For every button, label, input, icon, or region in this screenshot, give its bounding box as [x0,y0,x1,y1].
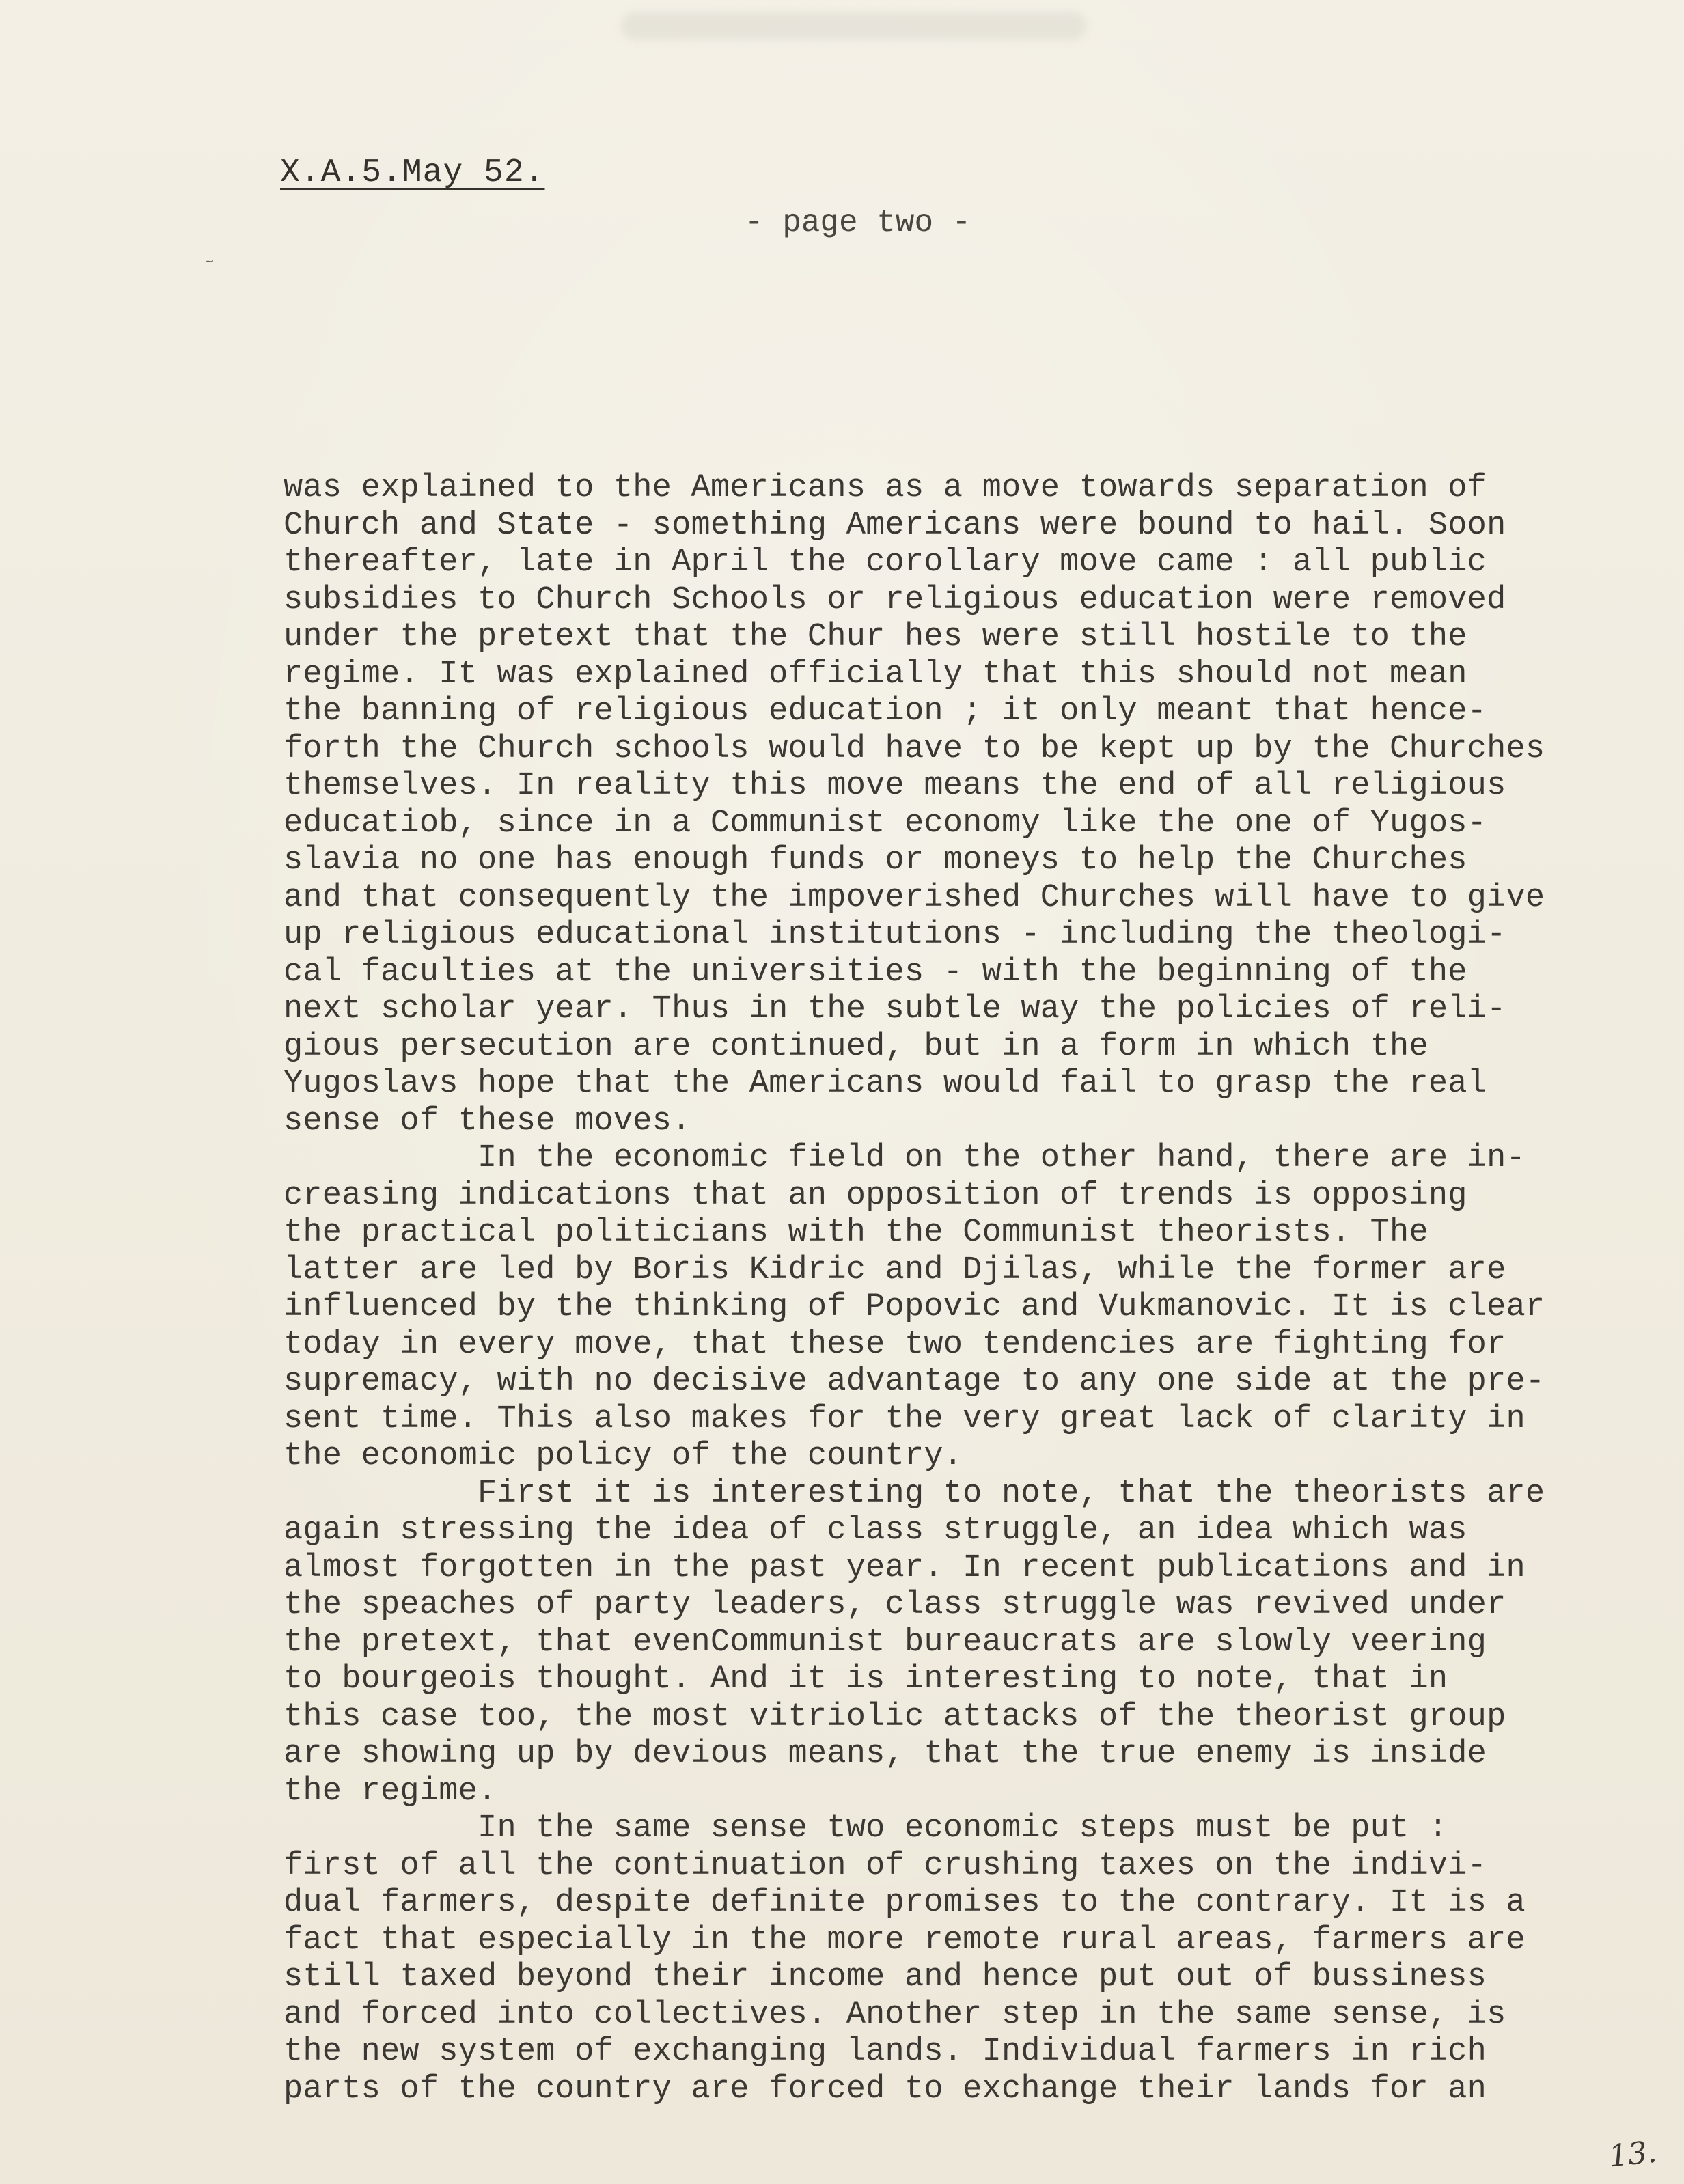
text-line: under the pretext that the Chur hes were still hostile to the [284,619,1467,655]
show-through-blot [622,12,1086,40]
text-line: sent time. This also makes for the very great lack of clarity in [284,1400,1526,1437]
stray-pencil-mark: ~ [204,253,215,272]
text-line: this case too, the most vitriolic attacks of the theorist group [284,1698,1506,1735]
text-line: the new system of exchanging lands. Individual farmers in rich [284,2034,1487,2070]
text-line: again stressing the idea of class struggle, an idea which was [284,1512,1467,1549]
text-line: the practical politicians with the Communist theorists. The [284,1215,1428,1251]
text-line: fact that especially in the more remote rural areas, farmers are [284,1922,1526,1959]
text-line: almost forgotten in the past year. In recent publications and in [284,1549,1526,1586]
text-line: next scholar year. Thus in the subtle way the policies of reli- [284,991,1506,1027]
text-line: sense of these moves. [284,1103,691,1139]
text-line: cal faculties at the universities - with the beginning of the [284,954,1467,991]
text-line: and forced into collectives. Another step in the same sense, is [284,1996,1506,2033]
text-line: to bourgeois thought. And it is interesting to note, that in [284,1661,1448,1698]
text-line: themselves. In reality this move means the end of all religious [284,768,1506,804]
text-line: First it is interesting to note, that the theorists are [284,1475,1545,1512]
text-line: and that consequently the impoverished Churches will have to give [284,879,1545,916]
document-reference: X.A.5.May 52. [280,154,545,191]
text-line: gious persecution are continued, but in a form in which the [284,1028,1428,1065]
body-text [284,470,1609,2108]
text-line: Church and State - something Americans were bound to hail. Soon [284,507,1506,544]
text-line: latter are led by Boris Kidric and Djilas, while the former are [284,1252,1506,1288]
text-line: up religious educational institutions - including the theologi- [284,917,1506,953]
text-line: dual farmers, despite definite promises to the contrary. It is a [284,1885,1526,1921]
folio-number: 13. [1607,2134,1659,2174]
text-line: Yugoslavs hope that the Americans would fail to grasp the real [284,1066,1487,1102]
text-line: supremacy, with no decisive advantage to any one side at the pre- [284,1364,1545,1400]
text-line: educatiob, since in a Communist economy like the one of Yugos- [284,805,1487,842]
text-line: regime. It was explained officially that this should not mean [284,656,1467,693]
text-line: forth the Church schools would have to be kept up by the Churches [284,730,1545,767]
text-line: influenced by the thinking of Popovic and Vukmanovic. It is clear [284,1289,1545,1325]
text-line: thereafter, late in April the corollary move came : all public [284,544,1487,581]
text-line: parts of the country are forced to exchange their lands for an [284,2071,1487,2107]
text-line: the speaches of party leaders, class struggle was revived under [284,1587,1506,1623]
text-line: still taxed beyond their income and hence put out of bussiness [284,1959,1487,1995]
text-line: creasing indications that an opposition of trends is opposing [284,1177,1467,1214]
text-line: the pretext, that evenCommunist bureaucrats are slowly veering [284,1624,1487,1661]
text-line: today in every move, that these two tendencies are fighting for [284,1326,1506,1363]
text-line: are showing up by devious means, that the true enemy is inside [284,1736,1487,1772]
text-line: the banning of religious education ; it only meant that hence- [284,693,1487,730]
text-line: In the economic field on the other hand, there are in- [284,1140,1526,1176]
text-line: the regime. [284,1773,497,1810]
page-label: - page two - [745,205,971,240]
text-line: In the same sense two economic steps must be put : [284,1810,1448,1847]
text-line: subsidies to Church Schools or religious education were removed [284,581,1506,618]
text-line: slavia no one has enough funds or moneys to help the Churches [284,842,1467,879]
text-line: first of all the continuation of crushing taxes on the indivi- [284,1847,1487,1884]
text-line: the economic policy of the country. [284,1438,963,1474]
text-line: was explained to the Americans as a move towards separation of [284,470,1487,506]
